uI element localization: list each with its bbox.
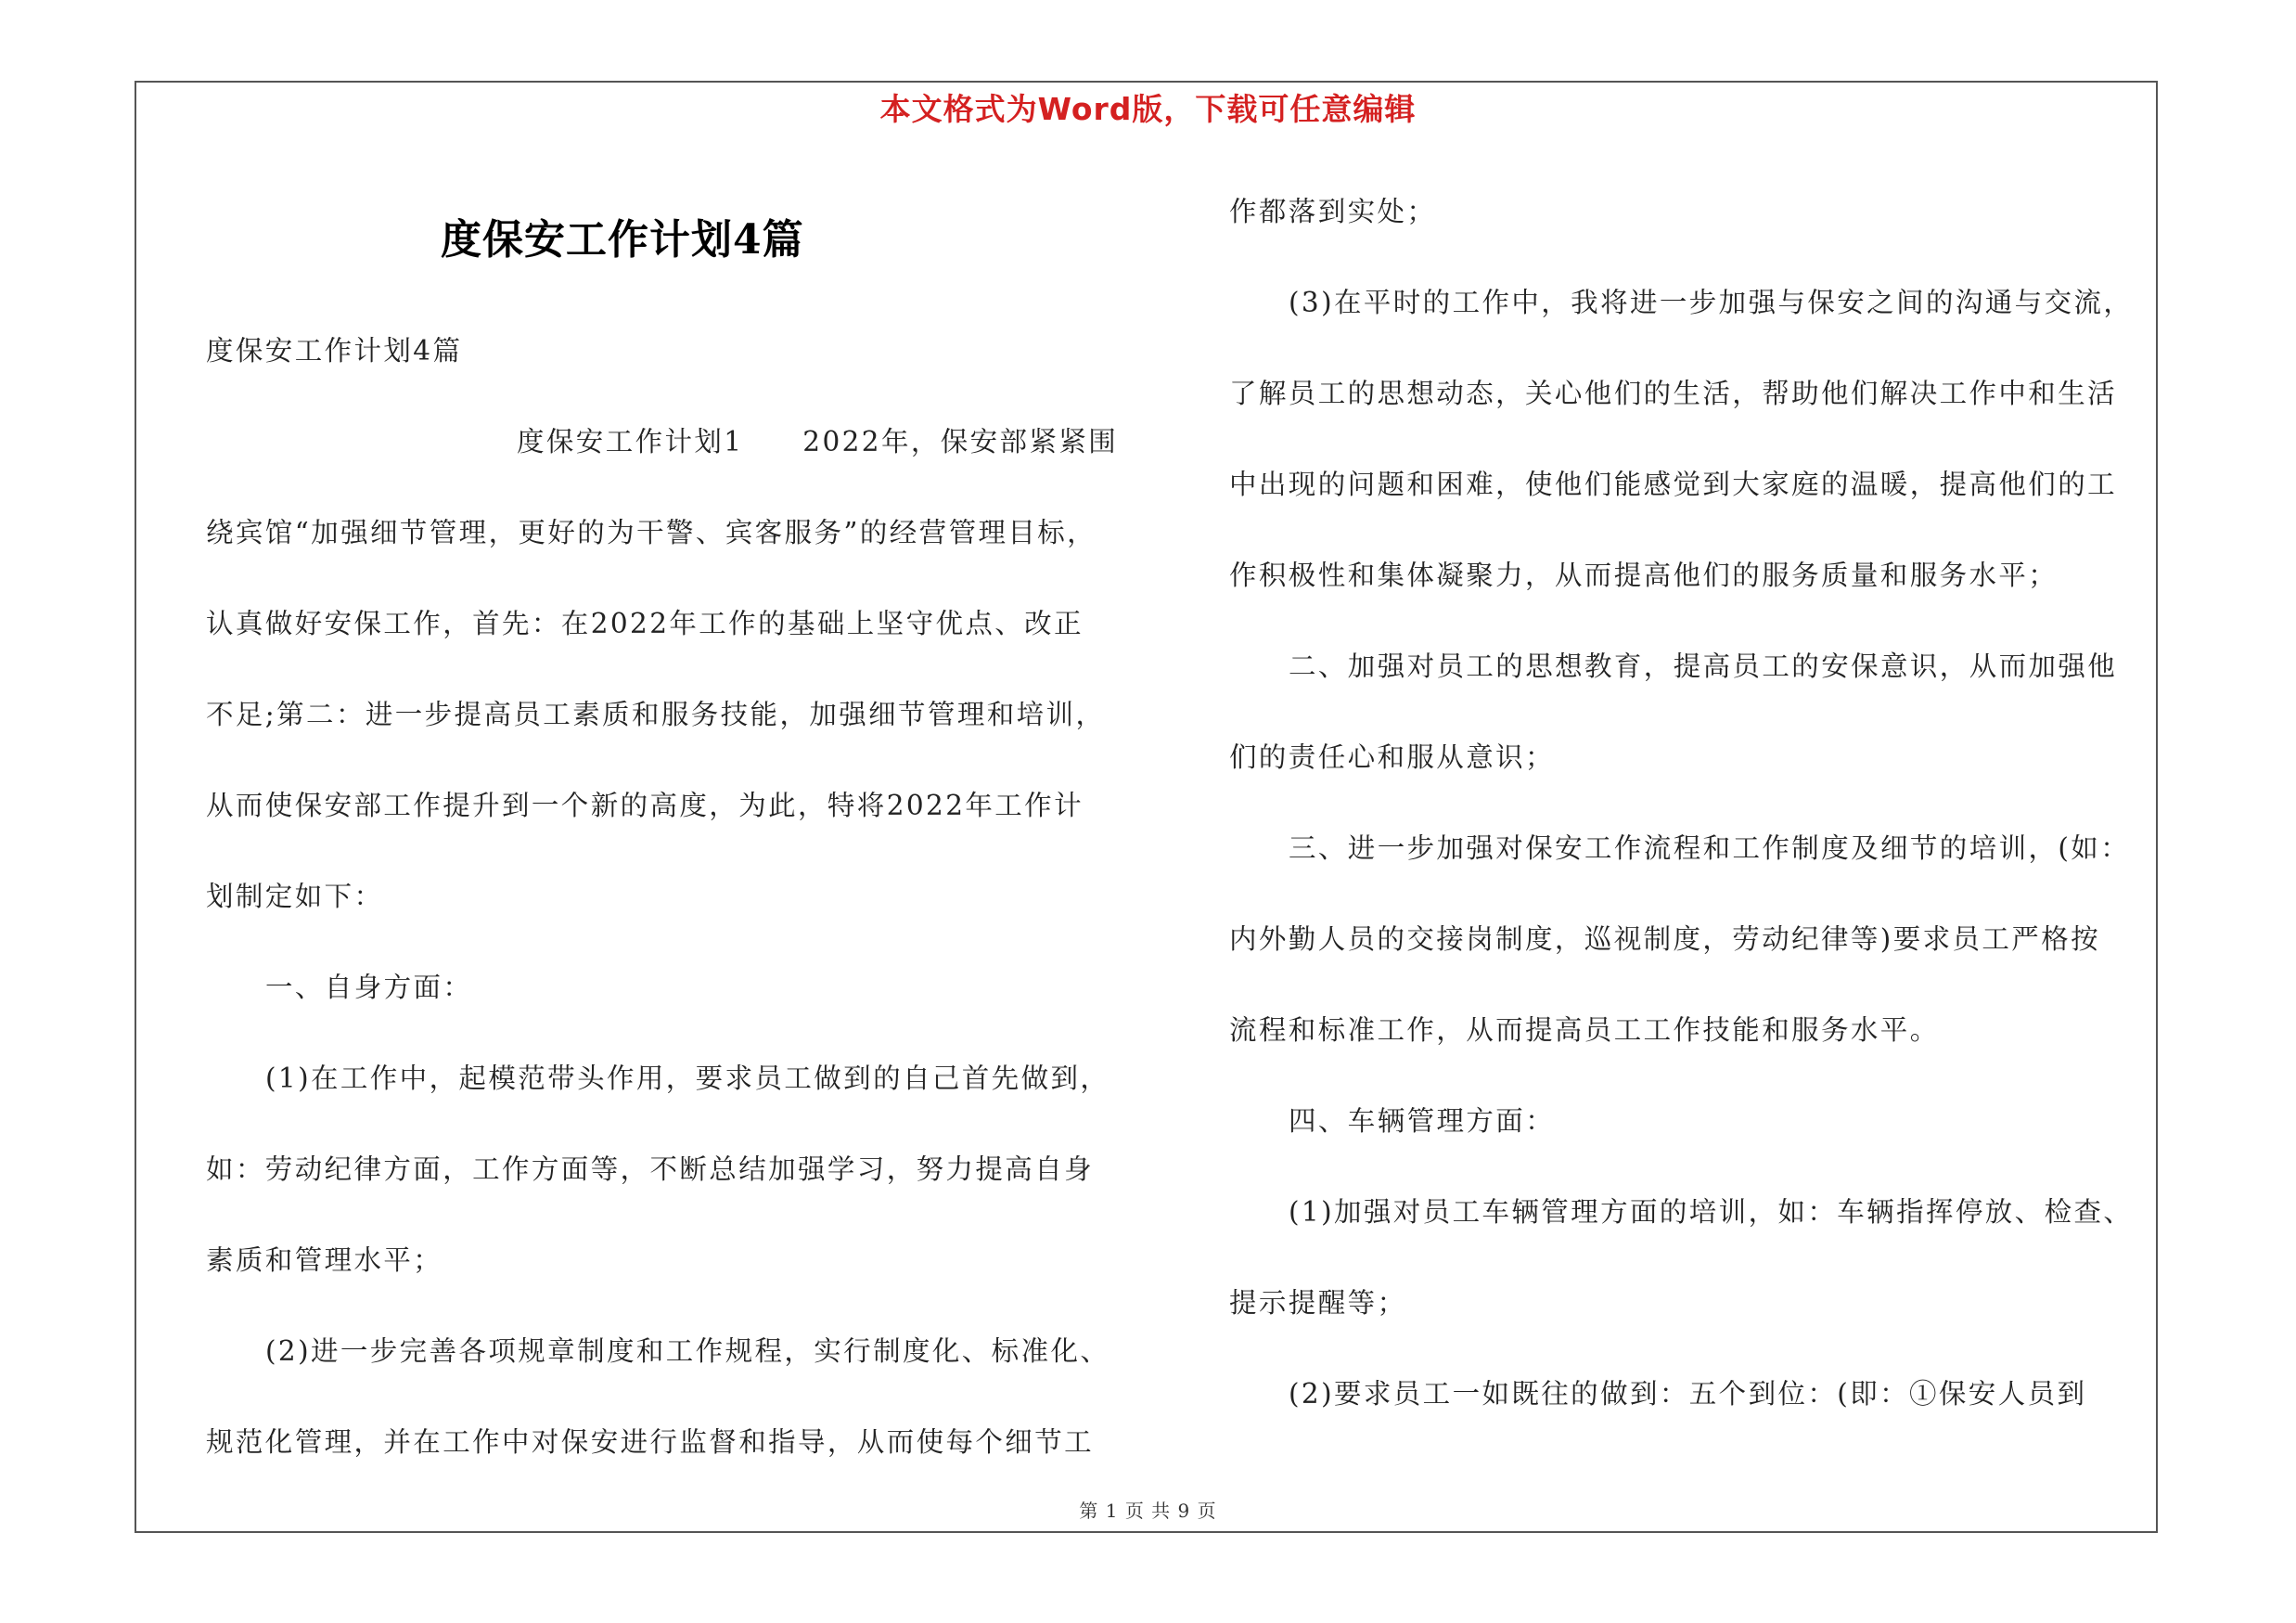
paragraph-line: 内外勤人员的交接岗制度，巡视制度，劳动纪律等)要求员工严格按	[1229, 923, 2101, 955]
paragraph-line: 了解员工的思想动态，关心他们的生活，帮助他们解决工作中和生活	[1229, 378, 2118, 409]
paragraph-line: (1)加强对员工车辆管理方面的培训，如：车辆指挥停放、检查、	[1289, 1196, 2134, 1228]
paragraph-line: 从而使保安部工作提升到一个新的高度，为此，特将2022年工作计	[206, 790, 1084, 821]
paragraph-line: 规范化管理，并在工作中对保安进行监督和指导，从而使每个细节工	[206, 1426, 1095, 1458]
document-title: 度保安工作计划4篇	[441, 216, 804, 264]
paragraph-line: 绕宾馆“加强细节管理，更好的为干警、宾客服务”的经营管理目标，	[206, 517, 1097, 548]
paragraph-line: (2)进一步完善各项规章制度和工作规程，实行制度化、标准化、	[265, 1335, 1110, 1367]
paragraph-line: 们的责任心和服从意识；	[1229, 741, 1555, 773]
paragraph-line: 作积极性和集体凝聚力，从而提高他们的服务质量和服务水平；	[1229, 560, 2059, 591]
paragraph-line: 提示提醒等；	[1229, 1287, 1407, 1319]
paragraph-line: 划制定如下：	[206, 881, 384, 912]
paragraph-line: 如：劳动纪律方面，工作方面等，不断总结加强学习，努力提高自身	[206, 1153, 1095, 1185]
paragraph-line: (3)在平时的工作中，我将进一步加强与保安之间的沟通与交流，	[1289, 287, 2134, 318]
paragraph-line: (2)要求员工一如既往的做到：五个到位：(即：①保安人员到	[1289, 1378, 2087, 1410]
page-number-footer: 第 1 页 共 9 页	[1079, 1500, 1217, 1522]
section-heading: 三、进一步加强对保安工作流程和工作制度及细节的培训，(如：	[1289, 832, 2131, 864]
paragraph-line: 中出现的问题和困难，使他们能感觉到大家庭的温暖，提高他们的工	[1229, 469, 2118, 500]
paragraph-line: 素质和管理水平；	[206, 1244, 443, 1276]
paragraph-line: 认真做好安保工作，首先：在2022年工作的基础上坚守优点、改正	[206, 608, 1084, 639]
paragraph-line: 不足;第二：进一步提高员工素质和服务技能，加强细节管理和培训，	[206, 699, 1106, 730]
section-heading: 一、自身方面：	[265, 972, 473, 1003]
paragraph-line: 作都落到实处；	[1229, 196, 1437, 227]
paragraph-line: 流程和标准工作，从而提高员工工作技能和服务水平。	[1229, 1014, 1940, 1046]
paragraph-line: (1)在工作中，起模范带头作用，要求员工做到的自己首先做到，	[265, 1063, 1110, 1094]
section-heading: 四、车辆管理方面：	[1289, 1105, 1556, 1137]
subtitle-line: 度保安工作计划4篇	[206, 335, 463, 367]
section-heading: 二、加强对员工的思想教育，提高员工的安保意识，从而加强他	[1289, 650, 2118, 682]
editable-notice-banner: 本文格式为Word版，下载可任意编辑	[879, 91, 1417, 127]
paragraph-line: 度保安工作计划1 2022年，保安部紧紧围	[517, 426, 1119, 457]
